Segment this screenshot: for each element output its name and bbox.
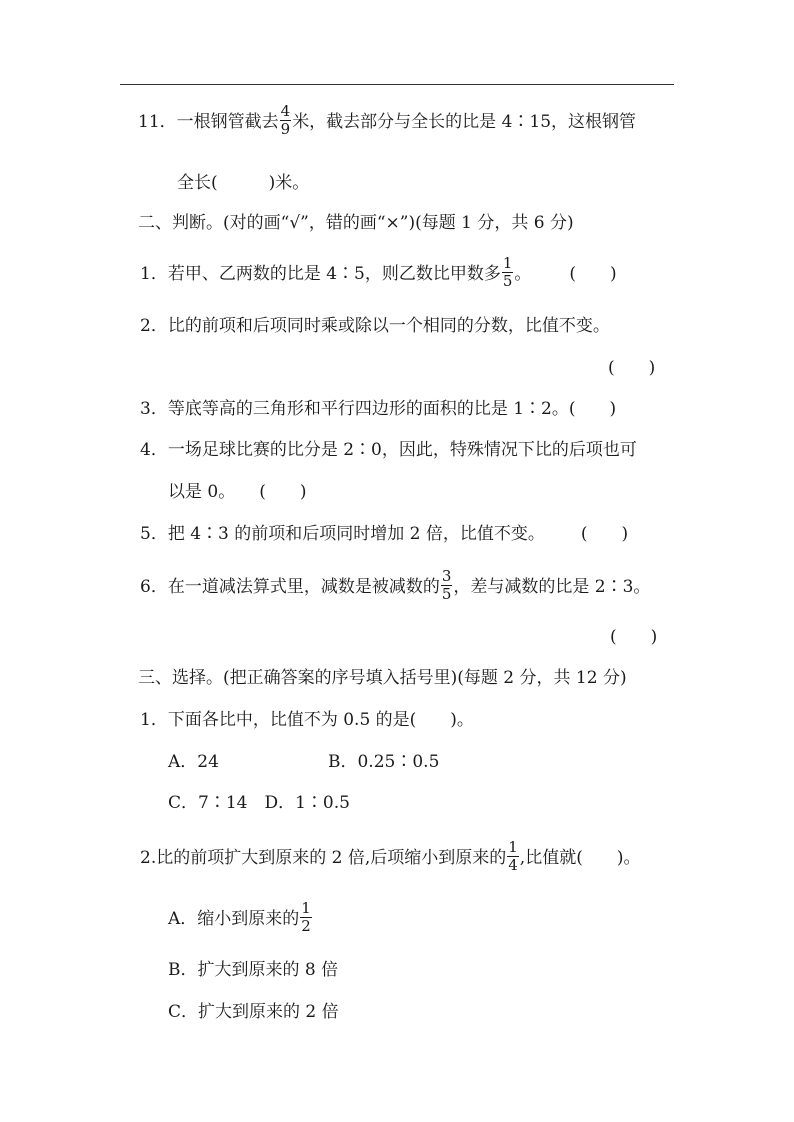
choice-2-option-b: [168, 959, 338, 981]
question-text: 米，截去部分与全长的比是 4∶15，这根钢管: [292, 112, 637, 132]
item-number: 6．: [140, 577, 168, 597]
option-b: B．0.25∶0.5: [328, 752, 440, 772]
judgement-item-6: [140, 567, 651, 604]
question-text: 一根钢管截去: [176, 112, 279, 132]
judgement-item-3: [140, 398, 616, 420]
fraction-numerator: 1: [301, 899, 311, 917]
section-heading: [138, 212, 574, 234]
fraction: [507, 840, 519, 873]
item-number: 1．: [140, 264, 168, 284]
answer-blank-line: 全长( )米。: [177, 173, 310, 193]
item-text: 。: [514, 264, 532, 284]
judgement-item-2-blank: [608, 357, 655, 379]
option-a: A．24: [168, 752, 219, 772]
answer-blank[interactable]: ( ): [580, 524, 629, 544]
section-3-heading: 三、选择。(把正确答案的序号填入括号里)(每题 2 分，共 12 分): [138, 668, 627, 688]
item-text: ，差与减数的比是 2∶3。: [453, 577, 651, 597]
question-text: ,比值就( )。: [519, 848, 641, 868]
answer-blank[interactable]: ( ): [259, 482, 307, 502]
item-text: 一场足球比赛的比分是 2∶0，因此，特殊情况下比的后项也可: [167, 440, 637, 460]
option-b-text: B．扩大到原来的 8 倍: [168, 960, 339, 980]
item-text: 若甲、乙两数的比是 4∶5，则乙数比甲数多: [167, 264, 501, 284]
choice-option-b: [328, 751, 439, 773]
question-text: 2.比的前项扩大到原来的 2 倍,后项缩小到原来的: [140, 848, 507, 868]
item-text: 把 4∶3 的前项和后项同时增加 2 倍，比值不变。: [167, 524, 545, 544]
answer-blank[interactable]: ( ): [569, 264, 617, 284]
choice-2-option-c: [168, 1001, 339, 1023]
option-c-text: C．扩大到原来的 2 倍: [168, 1002, 339, 1022]
fraction-denominator: 4: [508, 856, 518, 874]
header-rule: [120, 84, 674, 85]
choice-2-option-a: [168, 899, 313, 936]
question-11: [138, 102, 637, 139]
fraction-numerator: 1: [502, 254, 513, 272]
fraction-numerator: 3: [441, 567, 452, 585]
question-number: 11．: [138, 112, 177, 132]
section-2-heading: 二、判断。(对的画“√”，错的画“×”)(每题 1 分，共 6 分): [138, 213, 574, 233]
choice-question-2: [140, 838, 641, 875]
question-stem: 1．下面各比中，比值不为 0.5 的是( )。: [140, 710, 474, 730]
item-text: 等底等高的三角形和平行四边形的面积的比是 1∶2。( ): [167, 399, 617, 419]
item-text: 在一道减法算式里，减数是被减数的: [167, 577, 440, 597]
choice-options-c-d: [168, 792, 350, 814]
answer-blank[interactable]: ( ): [610, 627, 658, 647]
fraction-denominator: 9: [280, 120, 291, 138]
fraction: [502, 256, 514, 289]
section-heading: [138, 667, 627, 689]
options-c-d: C．7∶14 D．1∶0.5: [168, 793, 350, 813]
item-number: 5．: [140, 524, 168, 544]
judgement-item-2: [140, 315, 610, 337]
judgement-item-4: [140, 439, 637, 461]
fraction-denominator: 5: [441, 585, 452, 603]
question-11-continuation: [177, 172, 309, 194]
item-text: 以是 0。: [168, 482, 236, 502]
item-text: 比的前项和后项同时乘或除以一个相同的分数，比值不变。: [167, 316, 610, 336]
choice-option-a: [168, 751, 219, 773]
item-number: 2．: [140, 316, 168, 336]
fraction-numerator: 1: [508, 838, 518, 856]
judgement-item-6-blank: [610, 626, 657, 648]
fraction-denominator: 2: [301, 917, 311, 935]
judgement-item-1: [140, 254, 617, 291]
item-number: 4．: [140, 440, 168, 460]
judgement-item-4-continuation: [168, 481, 307, 503]
item-number: 3．: [140, 399, 168, 419]
judgement-item-5: [140, 523, 628, 545]
fraction: [280, 104, 292, 137]
fraction: [300, 901, 312, 934]
choice-question-1: [140, 709, 474, 731]
answer-blank[interactable]: ( ): [608, 358, 656, 378]
fraction-numerator: 4: [280, 102, 291, 120]
fraction-denominator: 5: [502, 272, 513, 290]
option-a-text: A．缩小到原来的: [168, 909, 300, 929]
fraction: [441, 569, 453, 602]
